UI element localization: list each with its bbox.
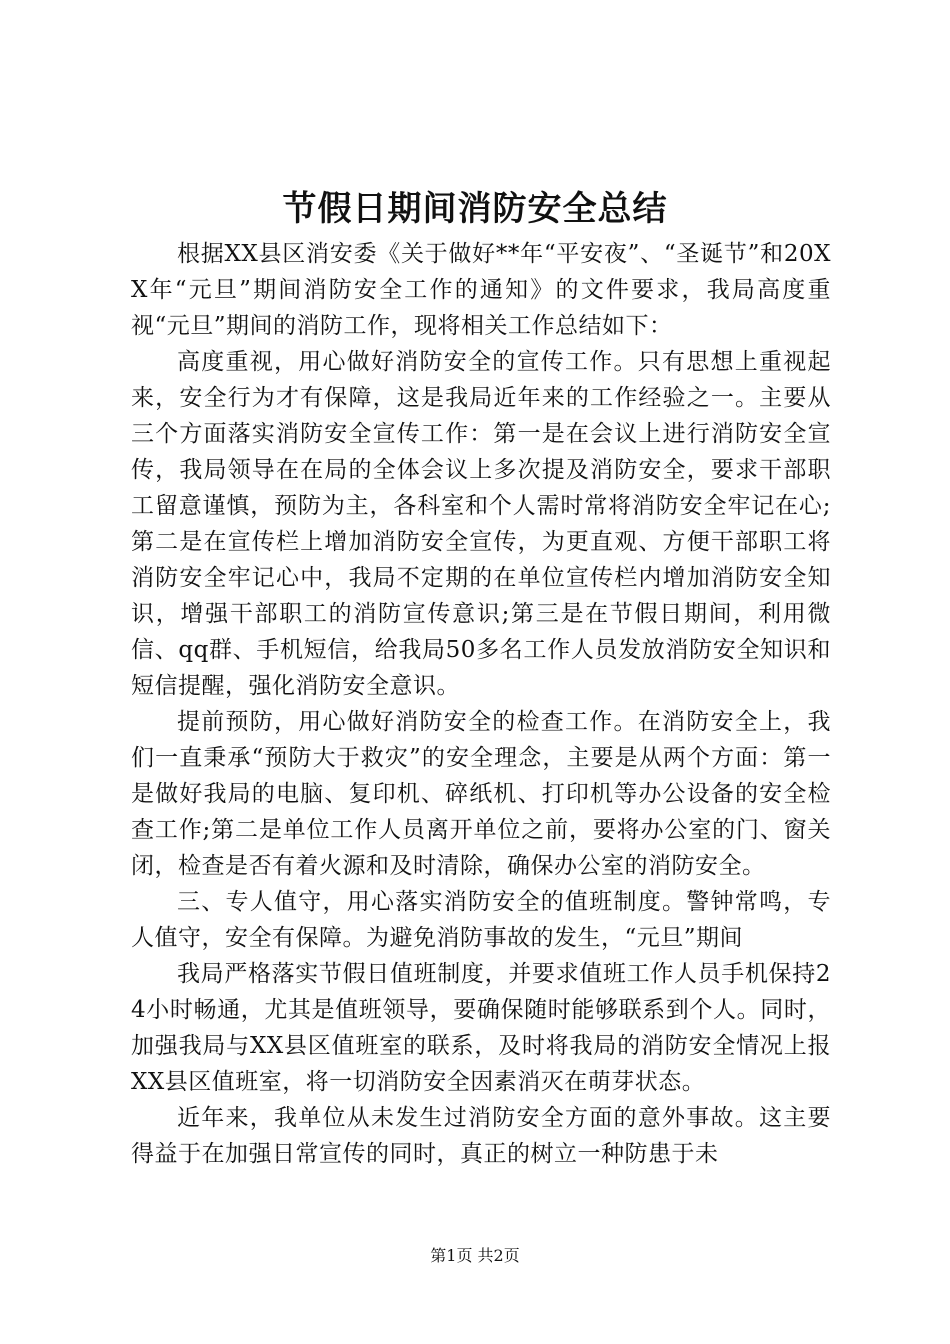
paragraph-publicity: 高度重视，用心做好消防安全的宣传工作。只有思想上重视起来，安全行为才有保障，这是我局近年来的工作经验之一。主要从三个方面落实消防安全宣传工作：第一是在会议上进行消防安全宣传，我局领导在在局的全体会议上多次提及消防安全，要求干部职工留意谨慎，预防为主，各科室和个人需时常将消防安全牢记在心;第二是在宣传栏上增加消防安全宣传，为更直观、方便干部职工将消防安全牢记心中，我局不定期的在单位宣传栏内增加消防安全知识，增强干部职工的消防宣传意识;第三是在节假日期间，利用微信、qq群、手机短信，给我局50多名工作人员发放消防安全知识和短信提醒，强化消防安全意识。 (131, 349, 831, 699)
paragraph-prevention: 提前预防，用心做好消防安全的检查工作。在消防安全上，我们一直秉承“预防大于救灾”的安全理念，主要是从两个方面：第一是做好我局的电脑、复印机、碎纸机、打印机等办公设备的安全检查工作;第二是单位工作人员离开单位之前，要将办公室的门、窗关闭，检查是否有着火源和及时清除，确保办公室的消防安全。 (131, 709, 831, 879)
paragraph-duty: 三、专人值守，用心落实消防安全的值班制度。警钟常鸣，专人值守，安全有保障。为避免消防事故的发生，“元旦”期间 (131, 889, 831, 951)
paragraph-results: 近年来，我单位从未发生过消防安全方面的意外事故。这主要得益于在加强日常宣传的同时，真正的树立一种防患于未 (131, 1105, 831, 1167)
paragraph-duty-system: 我局严格落实节假日值班制度，并要求值班工作人员手机保持24小时畅通，尤其是值班领导，要确保随时能够联系到个人。同时，加强我局与XX县区值班室的联系，及时将我局的消防安全情况上报XX县区值班室，将一切消防安全因素消灭在萌芽状态。 (131, 961, 831, 1095)
paragraph-intro: 根据XX县区消安委《关于做好**年“平安夜”、“圣诞节”和20XX年“元旦”期间消防安全工作的通知》的文件要求，我局高度重视“元旦”期间的消防工作，现将相关工作总结如下： (131, 241, 831, 339)
document-title: 节假日期间消防安全总结 (282, 189, 668, 229)
document-body (131, 236, 831, 1172)
page-number-footer: 第1页 共2页 (430, 1246, 520, 1265)
